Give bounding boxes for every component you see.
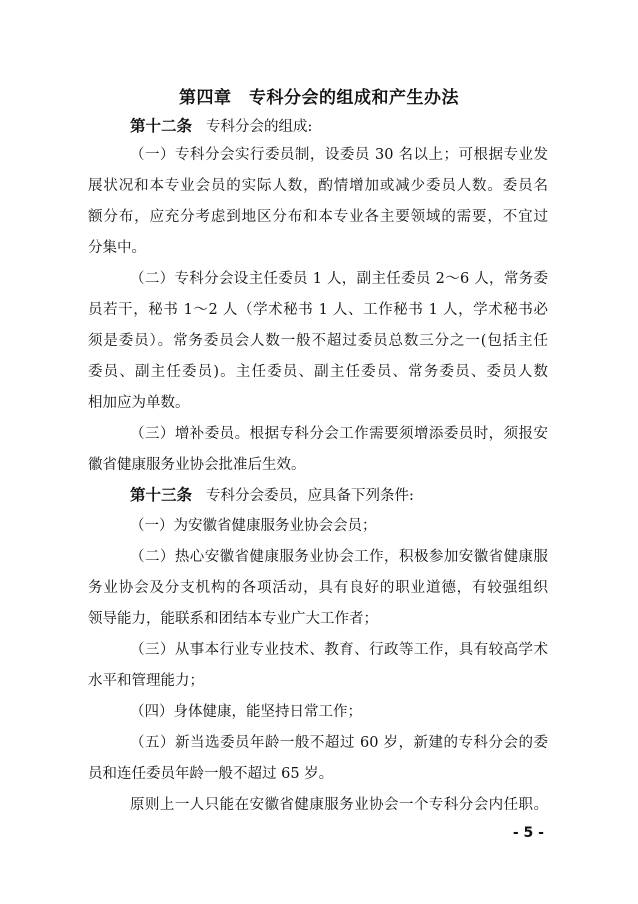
- condition-5-line-2: 员和连任委员年龄一般不超过 65 岁。: [88, 766, 334, 782]
- para-2-line-1: （二）专科分会设主任委员 1 人，副主任委员 2～6 人，常务委: [130, 271, 548, 287]
- condition-3-line-1: （三）从事本行业专业技术、教育、行政等工作，具有较高学术: [130, 642, 548, 658]
- para-2-line-2: 员若干，秘书 1～2 人（学术秘书 1 人、工作秘书 1 人，学术秘书必: [88, 302, 548, 318]
- para-1-line-3: 额分布，应充分考虑到地区分布和本专业各主要领域的需要，不宜过: [88, 209, 548, 225]
- page-number: - 5 -: [512, 825, 544, 841]
- article-12-heading: [130, 115, 550, 137]
- condition-2-line-2: 务业协会及分支机构的各项活动，具有良好的职业道德，有较强组织: [88, 580, 548, 596]
- article-13-text: 专科分会委员，应具备下列条件:: [206, 488, 414, 504]
- condition-1-line-1: （一）为安徽省健康服务业协会会员；: [130, 518, 377, 534]
- para-1-line-4: 分集中。: [88, 240, 146, 256]
- article-13-heading: [130, 484, 550, 506]
- article-13-label: 第十三条: [130, 486, 193, 504]
- para-2-line-3: 须是委员）。常务委员会人数一般不超过委员总数三分之一(包括主任: [88, 333, 548, 349]
- para-3-line-2: 徽省健康服务业协会批准后生效。: [88, 457, 306, 473]
- article-12-text: 专科分会的组成:: [206, 119, 313, 135]
- chapter-title: 第四章 专科分会的组成和产生办法: [179, 88, 459, 108]
- condition-2-line-3: 领导能力，能联系和团结本专业广大工作者；: [88, 611, 378, 627]
- condition-5-line-1: （五）新当选委员年龄一般不超过 60 岁，新建的专科分会的委: [130, 735, 548, 751]
- condition-2-line-1: （二）热心安徽省健康服务业协会工作，积极参加安徽省健康服: [130, 549, 548, 565]
- principle-line: 原则上一人只能在安徽省健康服务业协会一个专科分会内任职。: [130, 797, 548, 813]
- article-12-label: 第十二条: [130, 117, 193, 135]
- para-2-line-5: 相加应为单数。: [88, 395, 190, 411]
- condition-4-line-1: （四）身体健康，能坚持日常工作；: [130, 704, 362, 720]
- para-3-line-1: （三）增补委员。根据专科分会工作需要须增添委员时，须报安: [130, 426, 548, 442]
- para-2-line-4: 委员、副主任委员)。主任委员、副主任委员、常务委员、委员人数: [88, 364, 548, 380]
- para-1-line-2: 展状况和本专业会员的实际人数，酌情增加或减少委员人数。委员名: [88, 178, 548, 194]
- condition-3-line-2: 水平和管理能力；: [88, 673, 204, 689]
- para-1-line-1: （一）专科分会实行委员制，设委员 30 名以上；可根据专业发: [130, 147, 548, 163]
